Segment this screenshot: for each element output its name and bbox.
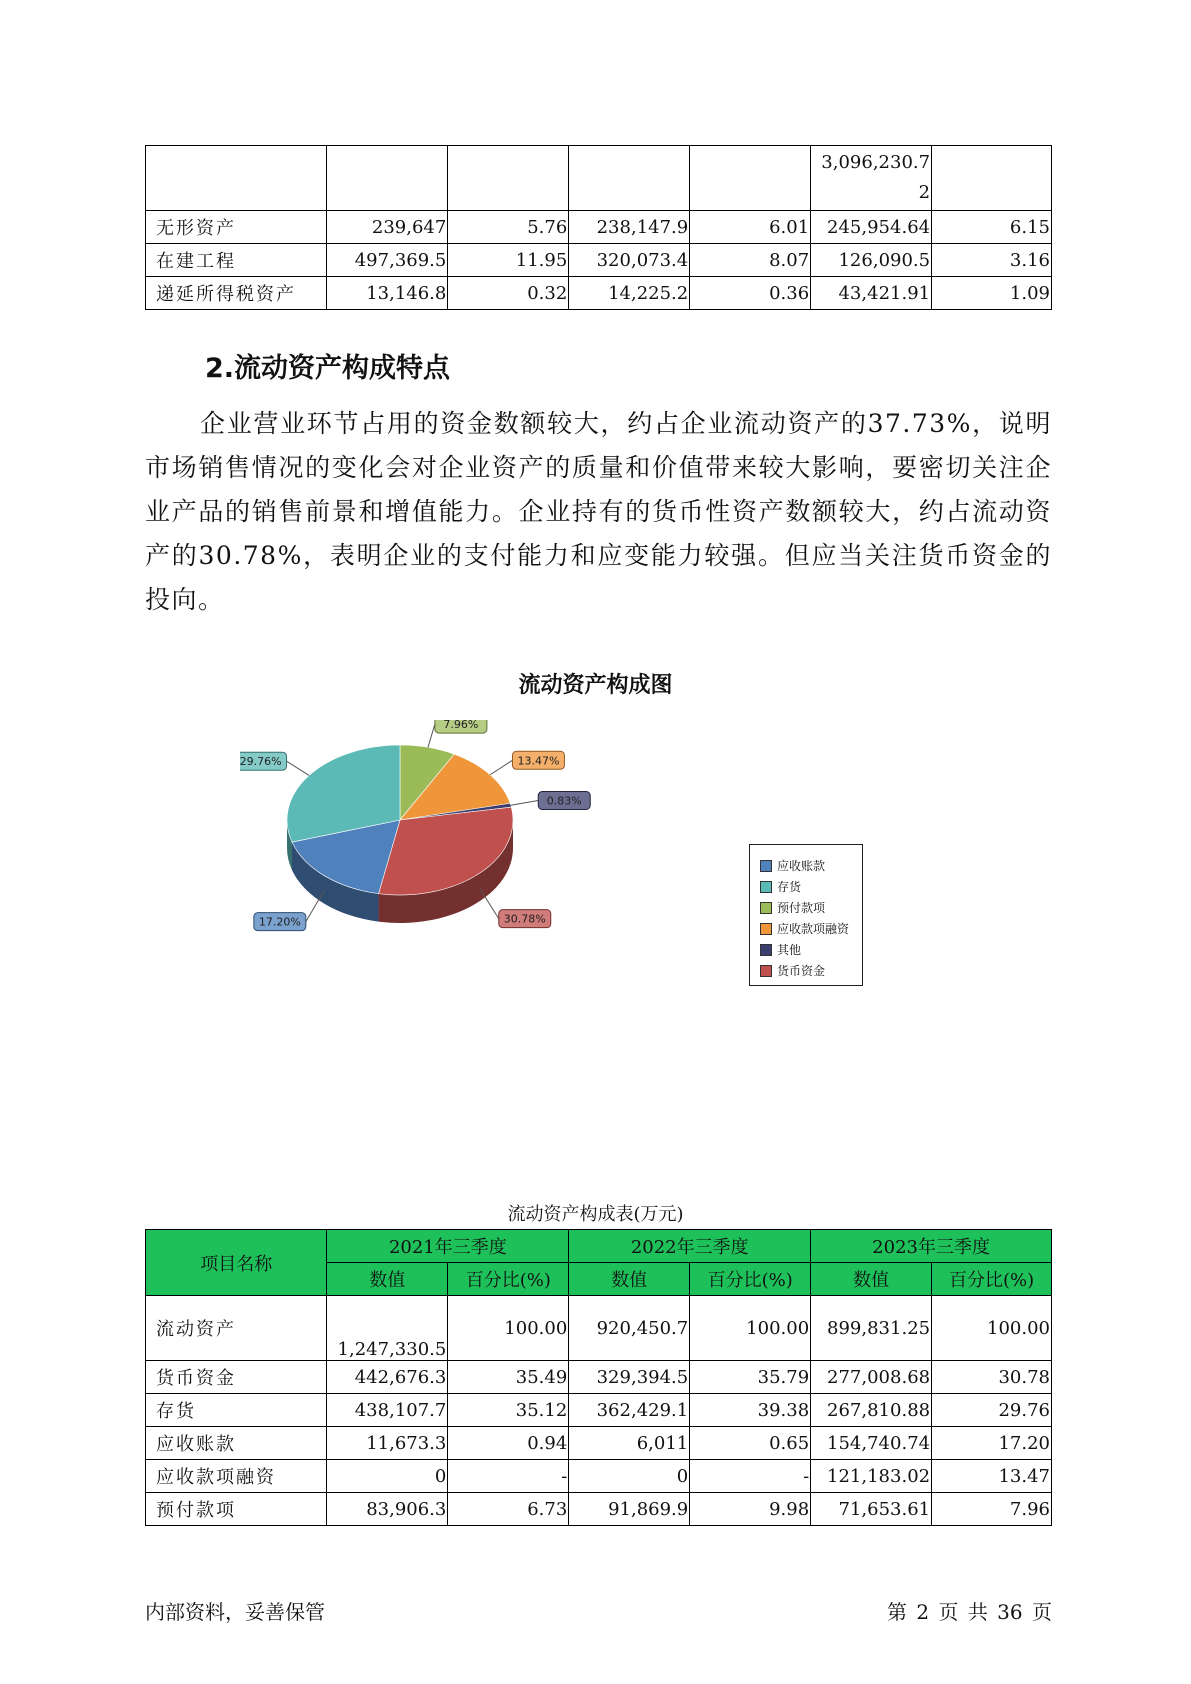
header-percent: 百分比(%) [932,1263,1052,1296]
pie-chart [240,720,640,980]
header-value: 数值 [327,1263,448,1296]
table-cell: 6.01 [690,211,811,244]
table-cell [327,146,448,211]
table-cell: 7.96 [932,1493,1052,1526]
legend-item [760,855,862,876]
table-cell: 267,810.88 [811,1394,932,1427]
table-cell: 3.16 [932,244,1052,277]
header-period: 2023年三季度 [811,1230,1052,1263]
table-cell: 5.76 [448,211,569,244]
table-cell: 920,450.7 [569,1296,690,1361]
table-cell: - [448,1460,569,1493]
table-cell: 0.36 [690,277,811,310]
legend-label: 其他 [777,943,802,957]
table-cell: 329,394.5 [569,1361,690,1394]
table-cell: 35.12 [448,1394,569,1427]
split-value-line-2: 2 [918,182,931,203]
table-cell: 277,008.68 [811,1361,932,1394]
table-cell: 11.95 [448,244,569,277]
row-label: 递延所得税资产 [146,277,327,310]
split-value-line-1: 3,096,230.7 [821,152,931,173]
table-cell: 17.20 [932,1427,1052,1460]
table-cell: 442,676.3 [327,1361,448,1394]
table-cell: 438,107.7 [327,1394,448,1427]
legend-item [760,960,862,981]
header-value: 数值 [569,1263,690,1296]
chart-title: 流动资产构成图 [518,673,673,698]
table-cell: 6.73 [448,1493,569,1526]
table-cell: 0.94 [448,1427,569,1460]
data-label: 29.76% [240,755,282,769]
legend-swatch [760,965,772,977]
header-item-name: 项目名称 [146,1230,327,1296]
body-paragraph: 企业营业环节占用的资金数额较大，约占企业流动资产的37.73%，说明市场销售情况的变化会对企业资产的质量和价值带来较大影响，要密切关注企业产品的销售前景和增值能力。企业持有的货币性资产数额较大，约占流动资产的30.78%，表明企业的支付能力和应变能力较强。但应当关注货币资金的投向。 [145,409,1052,614]
table-cell: 83,906.3 [327,1493,448,1526]
table-cell: 29.76 [932,1394,1052,1427]
table-cell: 13,146.8 [327,277,448,310]
table-header-row [146,1230,1052,1263]
table-cell: 100.00 [932,1296,1052,1361]
table-cell: 9.98 [690,1493,811,1526]
table-row [146,1460,1052,1493]
table-cell [811,146,932,211]
table-cell: 39.38 [690,1394,811,1427]
table-cell: 43,421.91 [811,277,932,310]
table-cell: 13.47 [932,1460,1052,1493]
chart-legend [749,844,863,986]
table-cell: 1.09 [932,277,1052,310]
table-cell [690,146,811,211]
legend-swatch [760,944,772,956]
table-cell: 154,740.74 [811,1427,932,1460]
table-cell: 239,647 [327,211,448,244]
table-cell: 126,090.5 [811,244,932,277]
table-cell: 362,429.1 [569,1394,690,1427]
table-cell: 320,073.4 [569,244,690,277]
row-label: 应收账款 [146,1427,327,1460]
footer-confidential-note: 内部资料，妥善保管 [145,1600,325,1624]
data-label: 7.96% [443,720,479,732]
table-cell: 11,673.3 [327,1427,448,1460]
row-label: 货币资金 [146,1361,327,1394]
table-cell: 14,225.2 [569,277,690,310]
table-cell: 238,147.9 [569,211,690,244]
table-cell: 35.49 [448,1361,569,1394]
row-label: 存货 [146,1394,327,1427]
legend-label: 货币资金 [777,964,826,978]
legend-swatch [760,860,772,872]
table-row [146,244,1052,277]
legend-item [760,897,862,918]
header-period: 2021年三季度 [327,1230,569,1263]
table-caption: 流动资产构成表(万元) [507,1204,684,1225]
legend-item [760,876,862,897]
table-cell: 35.79 [690,1361,811,1394]
current-assets-table [145,1229,1052,1526]
legend-item [760,939,862,960]
table-cell: 0 [327,1460,448,1493]
table-cell [569,146,690,211]
legend-label: 应收款项融资 [777,922,850,936]
table-cell: 245,954.64 [811,211,932,244]
table-row [146,1493,1052,1526]
table-cell: 30.78 [932,1361,1052,1394]
table-cell: 899,831.25 [811,1296,932,1361]
top-asset-table [145,145,1052,310]
table-cell: 100.00 [690,1296,811,1361]
leader-line [287,761,310,775]
row-label: 预付款项 [146,1493,327,1526]
table-cell: 1,247,330.5 [327,1296,448,1361]
table-row [146,211,1052,244]
table-row [146,1394,1052,1427]
table-cell: 100.00 [448,1296,569,1361]
row-label: 无形资产 [146,211,327,244]
table-cell: 91,869.9 [569,1493,690,1526]
table-cell: 8.07 [690,244,811,277]
header-period: 2022年三季度 [569,1230,811,1263]
table-cell [448,146,569,211]
data-label: 13.47% [517,754,560,768]
data-label: 17.20% [258,915,301,929]
row-label: 在建工程 [146,244,327,277]
table-cell: 6,011 [569,1427,690,1460]
header-value: 数值 [811,1263,932,1296]
table-row [146,1296,1052,1361]
table-cell: 497,369.5 [327,244,448,277]
table-cell: - [690,1460,811,1493]
leader-line [490,760,512,774]
legend-label: 预付款项 [777,901,826,915]
data-label: 30.78% [503,912,546,926]
table-row [146,146,1052,211]
row-label: 应收款项融资 [146,1460,327,1493]
legend-label: 存货 [777,880,802,894]
data-label: 0.83% [546,794,582,808]
table-cell: 121,183.02 [811,1460,932,1493]
legend-label: 应收账款 [777,859,826,873]
section-heading: 2.流动资产构成特点 [205,353,451,384]
table-cell [932,146,1052,211]
table-cell: 71,653.61 [811,1493,932,1526]
legend-item [760,918,862,939]
leader-line [511,801,538,806]
table-row [146,1361,1052,1394]
leader-line [428,724,435,747]
row-label: 流动资产 [146,1296,327,1361]
table-cell: 6.15 [932,211,1052,244]
table-cell: 0.65 [690,1427,811,1460]
table-row [146,1427,1052,1460]
table-cell [146,146,327,211]
table-row [146,277,1052,310]
legend-swatch [760,923,772,935]
footer-page-number: 第 2 页 共 36 页 [887,1600,1052,1624]
legend-swatch [760,902,772,914]
header-percent: 百分比(%) [448,1263,569,1296]
legend-swatch [760,881,772,893]
header-percent: 百分比(%) [690,1263,811,1296]
table-cell: 0 [569,1460,690,1493]
table-cell: 0.32 [448,277,569,310]
